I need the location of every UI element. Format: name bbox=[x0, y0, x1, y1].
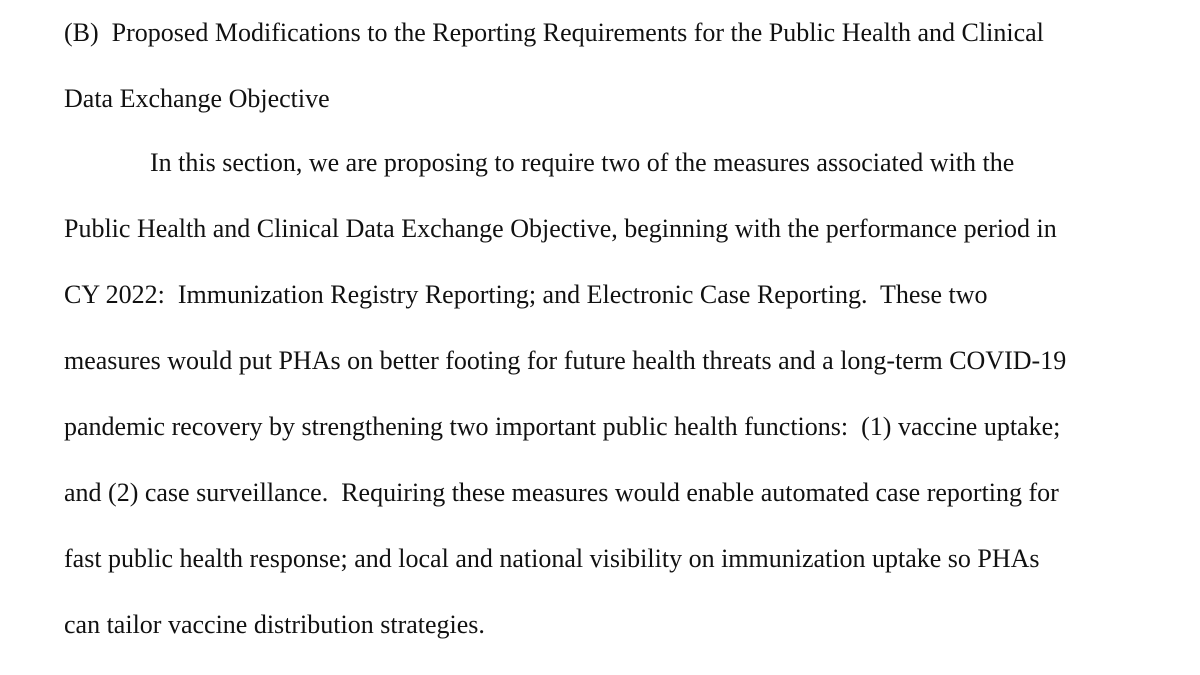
paragraph-line-7: fast public health response; and local and national visibility on immunization uptake so PHAs bbox=[64, 544, 1040, 573]
paragraph-line-4: measures would put PHAs on better footing for future health threats and a long-term COVID-19 bbox=[64, 346, 1067, 375]
paragraph-line-5: pandemic recovery by strengthening two important public health functions: (1) vaccine uptake; bbox=[64, 412, 1061, 441]
paragraph-line-6: and (2) case surveillance. Requiring these measures would enable automated case reporting for bbox=[64, 478, 1059, 507]
paragraph-line-1: In this section, we are proposing to require two of the measures associated with the bbox=[150, 148, 1015, 177]
section-heading-line-1: (B) Proposed Modifications to the Reporting Requirements for the Public Health and Clinical bbox=[64, 18, 1044, 47]
paragraph-line-8: can tailor vaccine distribution strategies. bbox=[64, 610, 485, 639]
paragraph-line-2: Public Health and Clinical Data Exchange Objective, beginning with the performance period in bbox=[64, 214, 1057, 243]
section-heading-line-2: Data Exchange Objective bbox=[64, 84, 330, 113]
paragraph-line-3: CY 2022: Immunization Registry Reporting; and Electronic Case Reporting. These two bbox=[64, 280, 988, 309]
